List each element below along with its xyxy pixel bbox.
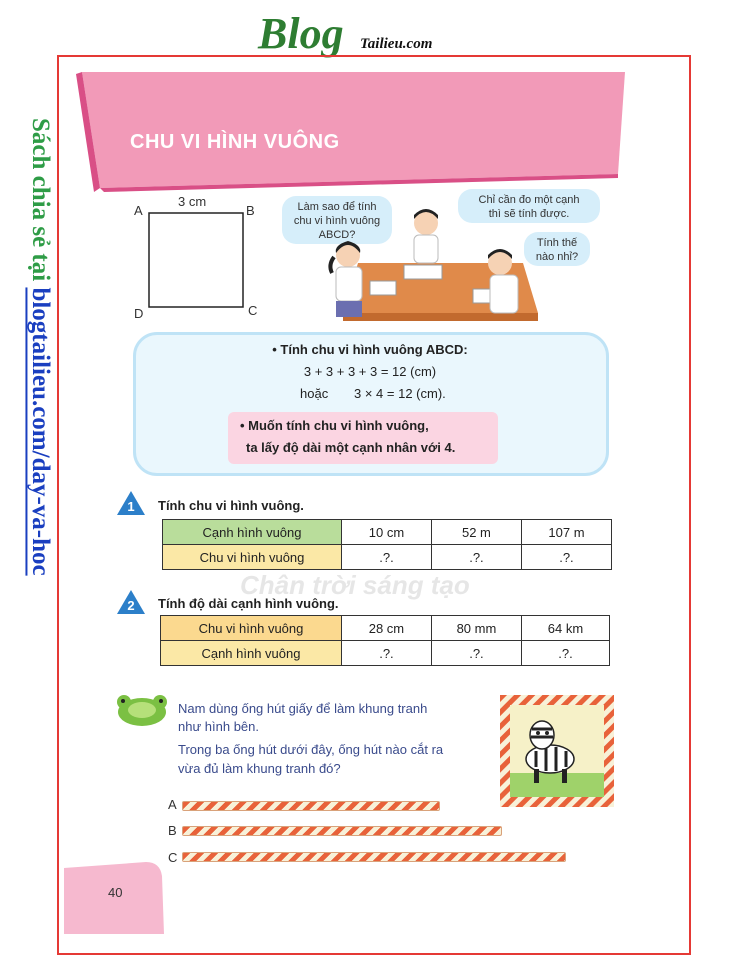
side-watermark-prefix: Sách chia sẻ tại (27, 118, 54, 288)
straw-label-a: A (168, 797, 177, 812)
blog-logo: Blog (258, 9, 344, 58)
answer-cell[interactable]: .?. (431, 545, 521, 570)
blog-domain: Tailieu.com (360, 36, 433, 52)
straw-b[interactable] (182, 826, 502, 836)
exercise-2-number: 2 (127, 598, 135, 613)
children-illustration (318, 205, 543, 330)
bubble-left-line: chu vi hình vuông (293, 215, 381, 227)
bubble-right-line: thì sẽ tính được. (488, 208, 570, 220)
straw-label-b: B (168, 823, 177, 838)
square-side-label: 3 cm (178, 194, 207, 209)
straw-label-c: C (168, 850, 178, 865)
table-cell: 80 mm (431, 616, 521, 641)
answer-cell[interactable]: .?. (431, 641, 521, 666)
turtle-mascot-icon (114, 690, 170, 730)
lesson-title: CHU VI HÌNH VUÔNG (130, 131, 340, 153)
rule-heading: • Tính chu vi hình vuông ABCD: (272, 342, 468, 357)
exercise-2-title: Tính độ dài cạnh hình vuông. (158, 596, 339, 611)
straw-a[interactable] (182, 801, 440, 811)
table-cell: 64 km (521, 616, 609, 641)
rule-calc-1: 3 + 3 + 3 + 3 = 12 (cm) (303, 364, 437, 379)
page-number: 40 (108, 885, 123, 900)
table-cell: 52 m (431, 520, 521, 545)
bubble-small-line: nào nhỉ? (535, 251, 579, 263)
table-header-cell: Cạnh hình vuông (163, 520, 342, 545)
exercise-1-title: Tính chu vi hình vuông. (158, 498, 304, 513)
table-row (161, 616, 610, 641)
rule-note-line-1: • Muốn tính chu vi hình vuông, (240, 418, 429, 433)
exercise-3-line-4: vừa đủ làm khung tranh đó? (178, 761, 341, 776)
vertex-d: D (134, 306, 144, 321)
bubble-right-line: Chỉ cần đo một cạnh (478, 194, 580, 206)
table-row (163, 520, 612, 545)
publisher-watermark: Chân trời sáng tạo (240, 570, 470, 600)
vertex-a: A (134, 203, 143, 218)
exercise-2-table (160, 615, 610, 666)
vertex-b: B (246, 203, 255, 218)
rule-calc-2: 3 × 4 = 12 (cm). (354, 386, 446, 401)
table-cell: 28 cm (341, 616, 431, 641)
exercise-3-line-3: Trong ba ống hút dưới đây, ống hút nào cắt ra (178, 742, 444, 757)
table-row (161, 641, 610, 666)
answer-cell[interactable]: .?. (521, 545, 611, 570)
rule-note-line-2: ta lấy độ dài một cạnh nhân với 4. (246, 440, 456, 455)
side-watermark-link[interactable]: blogtailieu.com/day-va-hoc (27, 287, 54, 576)
bubble-left-line: ABCD? (318, 229, 356, 241)
straw-c[interactable] (182, 852, 566, 862)
answer-cell[interactable]: .?. (341, 641, 431, 666)
answer-cell[interactable]: .?. (521, 641, 609, 666)
bubble-small-line: Tính thế (536, 237, 578, 249)
table-cell: 107 m (521, 520, 611, 545)
table-header-cell: Chu vi hình vuông (161, 616, 342, 641)
side-watermark (18, 118, 54, 748)
bubble-left-line: Làm sao để tính (297, 201, 377, 213)
table-header-cell: Chu vi hình vuông (163, 545, 342, 570)
exercise-1-number: 1 (127, 499, 135, 514)
exercise-3-line-2: như hình bên. (178, 719, 259, 734)
table-row (163, 545, 612, 570)
answer-cell[interactable]: .?. (341, 545, 431, 570)
rule-calc-2-prefix: hoặc (300, 386, 329, 401)
exercise-3-line-1: Nam dùng ống hút giấy để làm khung tranh (178, 701, 428, 716)
vertex-c: C (248, 303, 258, 318)
table-cell: 10 cm (341, 520, 431, 545)
zebra-picture-frame (500, 695, 614, 807)
exercise-1-table (162, 519, 612, 570)
table-header-cell: Cạnh hình vuông (161, 641, 342, 666)
